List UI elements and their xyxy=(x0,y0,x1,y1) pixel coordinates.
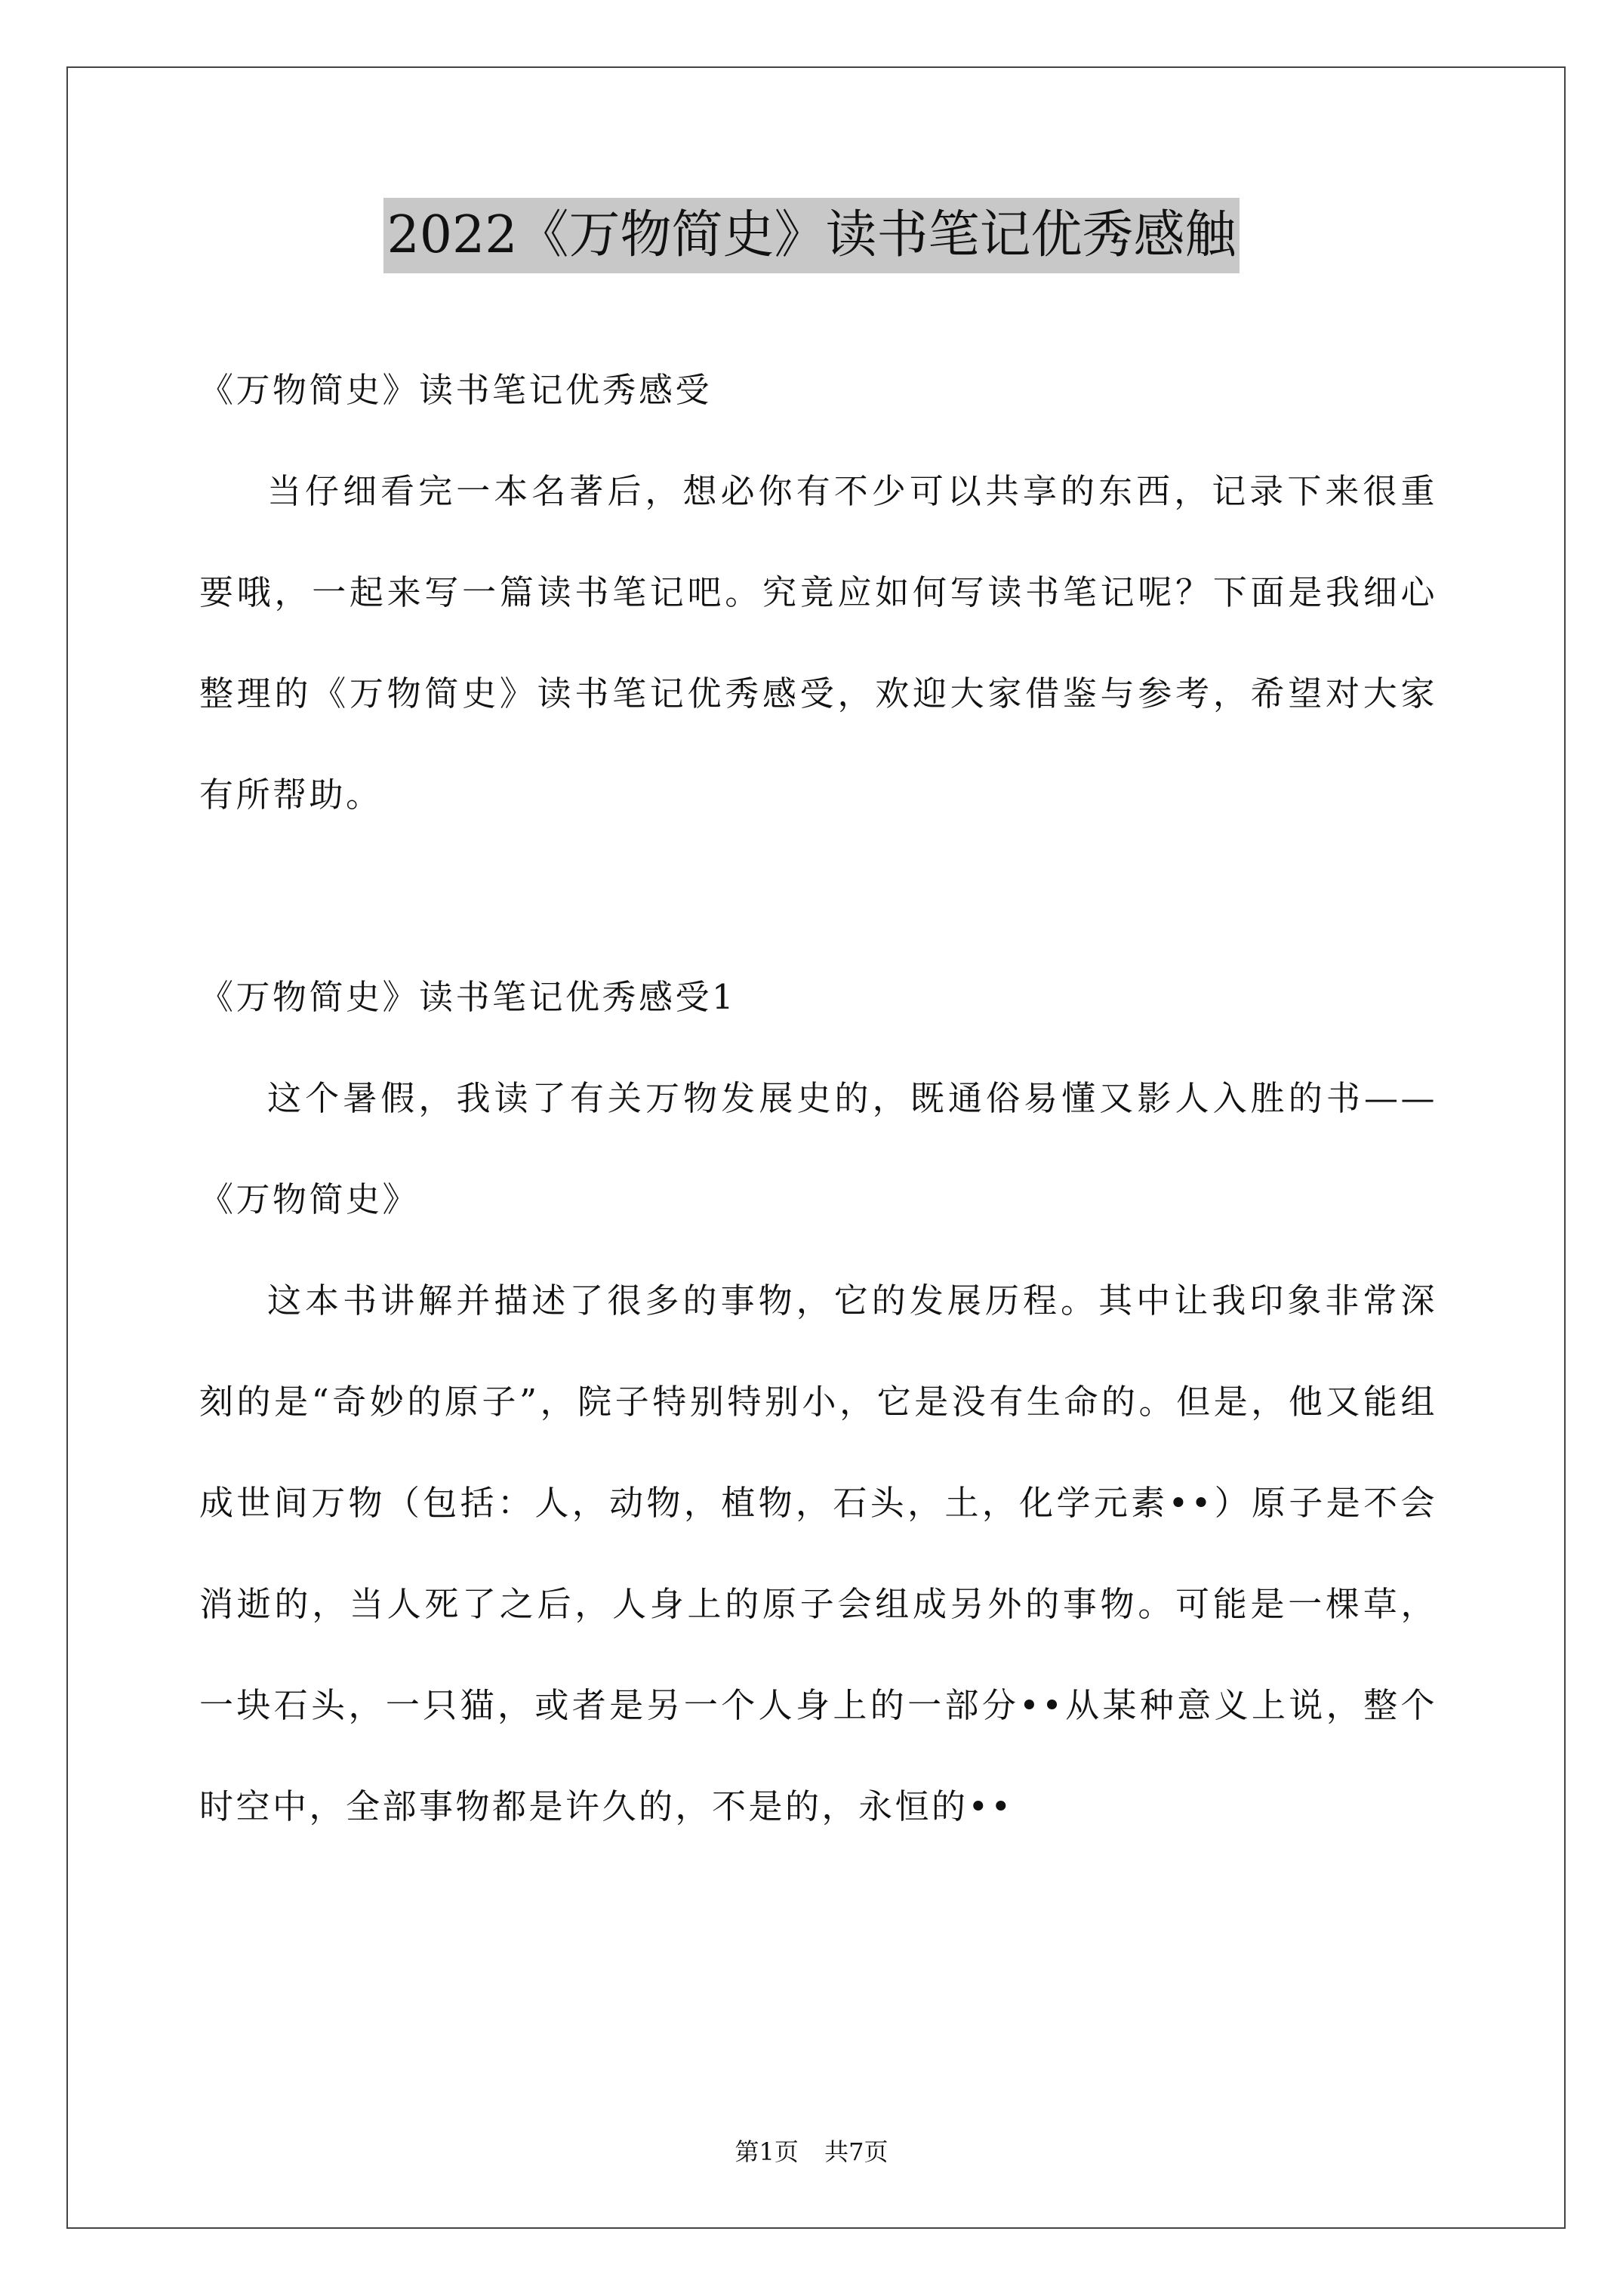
page-number-current: 第1页 xyxy=(735,2137,799,2166)
section1-paragraph-2: 这本书讲解并描述了很多的事物，它的发展历程。其中让我印象非常深刻的是“奇妙的原子”，院子特别特别小，它是没有生命的。但是，他又能组成世间万物（包括：人，动物，植物，石头，土，化学元素••）原子是不会消逝的，当人死了之后，人身上的原子会组成另外的事物。可能是一棵草，一块石头，一只猫，或者是另一个人身上的一部分••从某种意义上说，整个时空中，全部事物都是许久的，不是的，永恒的•• xyxy=(199,1281,1437,1826)
section1-paragraph-1: 这个暑假，我读了有关万物发展史的，既通俗易懂又影人入胜的书——《万物简史》 xyxy=(199,1078,1437,1219)
page-footer xyxy=(0,2137,1623,2167)
section-spacer xyxy=(199,846,1437,947)
intro-paragraph: 当仔细看完一本名著后，想必你有不少可以共享的东西，记录下来很重要哦，一起来写一篇读书笔记吧。究竟应如何写读书笔记呢？下面是我细心整理的《万物简史》读书笔记优秀感受，欢迎大家借鉴与参考，希望对大家有所帮助。 xyxy=(199,471,1437,815)
document-title-text: 2022《万物简史》读书笔记优秀感触 xyxy=(383,198,1239,273)
document-body xyxy=(199,340,1437,1857)
document-title xyxy=(0,198,1623,273)
section1-heading: 《万物简史》读书笔记优秀感受1 xyxy=(199,977,737,1017)
intro-heading: 《万物简史》读书笔记优秀感受 xyxy=(199,370,713,410)
page-number-total: 共7页 xyxy=(824,2137,888,2166)
